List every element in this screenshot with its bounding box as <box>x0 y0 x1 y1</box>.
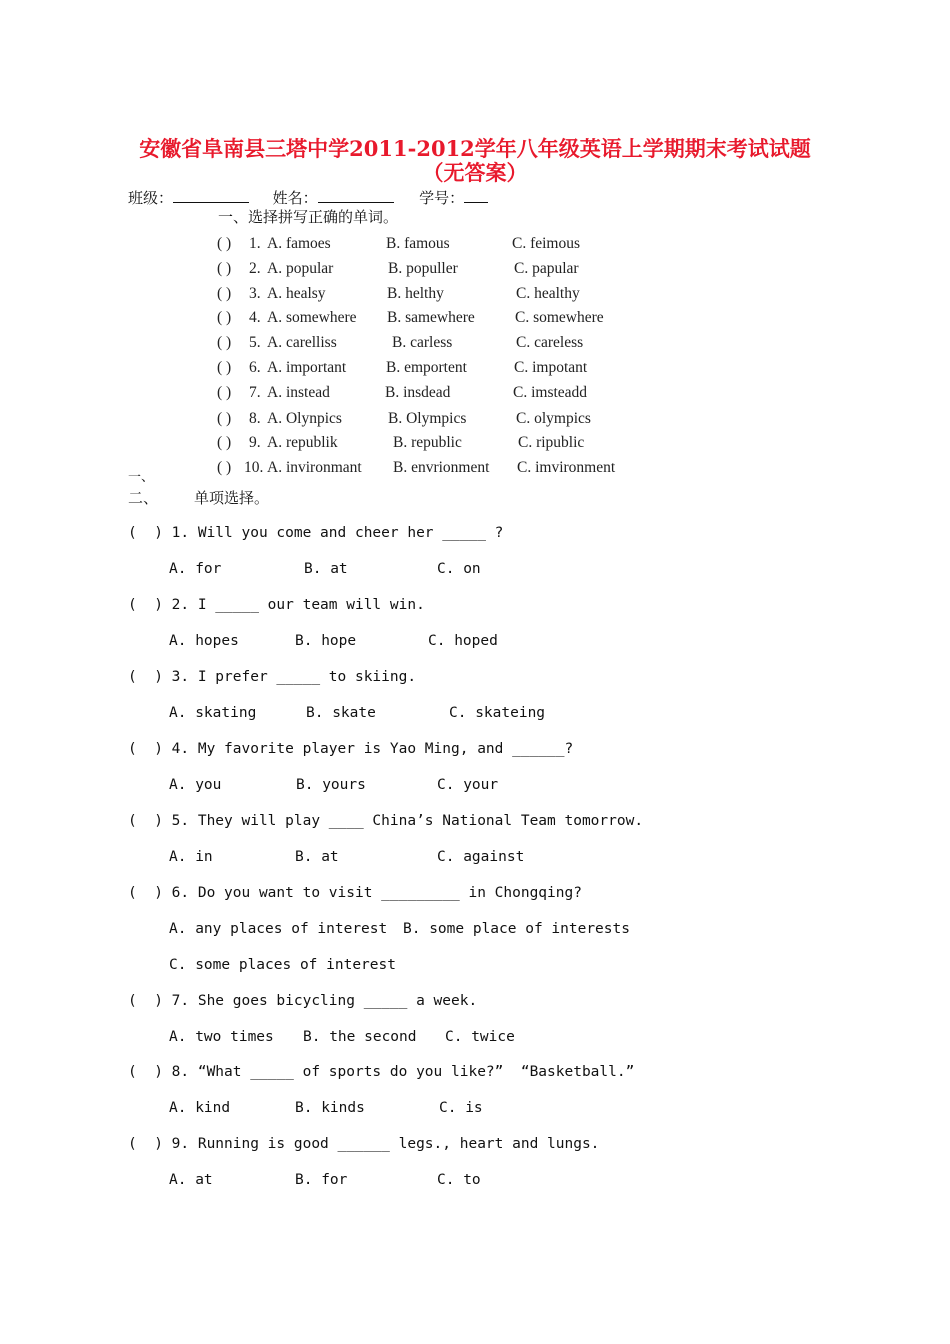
option-b: B. famous <box>386 235 450 252</box>
answer-paren[interactable]: ( ) <box>217 434 232 451</box>
name-blank[interactable] <box>318 188 394 203</box>
question-options <box>169 705 869 725</box>
question-text: ( ) 5. They will play ____ China’s National Team tomorrow. <box>128 813 644 829</box>
option-b: B. the second <box>303 1029 417 1045</box>
question-text: ( ) 4. My favorite player is Yao Ming, and ______? <box>128 741 574 757</box>
option-a: A. skating <box>169 705 257 721</box>
option-c: C. careless <box>516 334 584 351</box>
question-options <box>169 921 869 941</box>
option-c: C. hoped <box>428 633 498 649</box>
option-b: B. yours <box>296 777 366 793</box>
section-2-heading <box>128 487 269 508</box>
class-label: 班级： <box>128 189 174 207</box>
option-b: B. emportent <box>386 359 467 376</box>
option-a: A. popular <box>267 260 334 277</box>
option-b: B. at <box>295 849 339 865</box>
option-a: A. republik <box>267 434 338 451</box>
option-a: A. you <box>169 777 222 793</box>
item-number: 5. <box>249 334 261 351</box>
document-title: 安徽省阜南县三塔中学2011-2012学年八年级英语上学期期末考试试题 <box>139 136 811 161</box>
option-a: A. invironmant <box>267 459 362 476</box>
item-number: 2. <box>249 260 261 277</box>
option-c: C. impotant <box>514 359 588 376</box>
spelling-item <box>217 459 657 481</box>
question-text: ( ) 8. “What _____ of sports do you like?” “Basketball.” <box>128 1064 635 1080</box>
section-2-title: 单项选择。 <box>194 489 270 507</box>
option-c: C. some places of interest <box>169 957 396 973</box>
option-c: C. feimous <box>512 235 581 252</box>
item-number: 9. <box>249 434 261 451</box>
option-b: B. for <box>295 1172 348 1188</box>
option-b: B. samewhere <box>387 309 475 326</box>
stray-section-mark: 一、 <box>128 470 155 485</box>
option-a: A. Olynpics <box>267 410 342 427</box>
answer-paren[interactable]: ( ) <box>217 384 232 401</box>
question-text: ( ) 9. Running is good ______ legs., heart and lungs. <box>128 1136 600 1152</box>
option-b: B. populler <box>388 260 458 277</box>
answer-paren[interactable]: ( ) <box>217 285 232 302</box>
option-c: C. imsteadd <box>513 384 588 401</box>
option-a: A. hopes <box>169 633 239 649</box>
item-number: 10. <box>244 459 264 476</box>
option-a: A. carelliss <box>267 334 337 351</box>
spelling-item <box>217 235 657 257</box>
answer-paren[interactable]: ( ) <box>217 235 232 252</box>
option-b: B. kinds <box>295 1100 365 1116</box>
option-a: A. any places of interest <box>169 921 388 937</box>
option-b: B. at <box>304 561 348 577</box>
item-number: 6. <box>249 359 261 376</box>
option-a: A. famoes <box>267 235 331 252</box>
option-c: C. against <box>437 849 525 865</box>
option-b: B. Olympics <box>388 410 467 427</box>
question-text: ( ) 6. Do you want to visit _________ in Chongqing? <box>128 885 582 901</box>
question-text: ( ) 7. She goes bicycling _____ a week. <box>128 993 478 1009</box>
question-options <box>169 633 869 653</box>
option-b: B. some place of interests <box>403 921 630 937</box>
question-text: ( ) 3. I prefer _____ to skiing. <box>128 669 417 685</box>
option-c: C. twice <box>445 1029 515 1045</box>
option-b: B. republic <box>393 434 462 451</box>
option-a: A. instead <box>267 384 330 401</box>
answer-paren[interactable]: ( ) <box>217 459 232 476</box>
answer-paren[interactable]: ( ) <box>217 359 232 376</box>
option-c: C. skateing <box>449 705 546 721</box>
question-text: ( ) 1. Will you come and cheer her _____ ? <box>128 525 504 541</box>
spelling-item <box>217 434 657 456</box>
question-text: ( ) 2. I _____ our team will win. <box>128 597 425 613</box>
option-c: C. is <box>439 1100 483 1116</box>
spelling-item <box>217 285 657 307</box>
option-c: C. your <box>437 777 499 793</box>
option-a: A. important <box>267 359 347 376</box>
question-options <box>169 849 869 869</box>
option-a: A. in <box>169 849 213 865</box>
option-c: C. somewhere <box>515 309 604 326</box>
answer-paren[interactable]: ( ) <box>217 309 232 326</box>
item-number: 1. <box>249 235 261 252</box>
question-options <box>169 1100 869 1120</box>
section-1-heading: 一、选择拼写正确的单词。 <box>218 208 399 226</box>
spelling-item <box>217 359 657 381</box>
option-c: C. imvironment <box>517 459 616 476</box>
answer-paren[interactable]: ( ) <box>217 260 232 277</box>
question-options <box>169 561 869 581</box>
option-b: B. envrionment <box>393 459 490 476</box>
option-b: B. skate <box>306 705 376 721</box>
spelling-item <box>217 309 657 331</box>
answer-paren[interactable]: ( ) <box>217 334 232 351</box>
option-a: A. somewhere <box>267 309 357 326</box>
number-blank[interactable] <box>464 188 488 203</box>
section-2-label: 二、 <box>128 489 159 507</box>
answer-paren[interactable]: ( ) <box>217 410 232 427</box>
spelling-item <box>217 410 657 432</box>
document-subtitle: （无答案） <box>422 160 528 185</box>
question-options <box>169 1172 869 1192</box>
option-c: C. papular <box>514 260 579 277</box>
option-a: A. at <box>169 1172 213 1188</box>
spelling-item <box>217 260 657 282</box>
option-b: B. insdead <box>385 384 451 401</box>
option-b: B. hope <box>295 633 357 649</box>
option-b: B. helthy <box>387 285 444 302</box>
number-label: 学号： <box>419 189 465 207</box>
question-options-continued <box>169 957 869 977</box>
option-a: A. healsy <box>267 285 326 302</box>
question-options <box>169 1029 869 1049</box>
spelling-item <box>217 334 657 356</box>
item-number: 7. <box>249 384 261 401</box>
option-a: A. two times <box>169 1029 274 1045</box>
item-number: 4. <box>249 309 261 326</box>
item-number: 3. <box>249 285 261 302</box>
item-number: 8. <box>249 410 261 427</box>
option-c: C. olympics <box>516 410 591 427</box>
option-b: B. carless <box>392 334 453 351</box>
name-label: 姓名： <box>272 189 318 207</box>
question-options <box>169 777 869 797</box>
spelling-item <box>217 384 657 406</box>
student-info-row <box>128 187 488 208</box>
option-c: C. on <box>437 561 481 577</box>
option-c: C. ripublic <box>518 434 585 451</box>
option-a: A. kind <box>169 1100 231 1116</box>
class-blank[interactable] <box>173 188 249 203</box>
option-a: A. for <box>169 561 222 577</box>
option-c: C. healthy <box>516 285 580 302</box>
option-c: C. to <box>437 1172 481 1188</box>
